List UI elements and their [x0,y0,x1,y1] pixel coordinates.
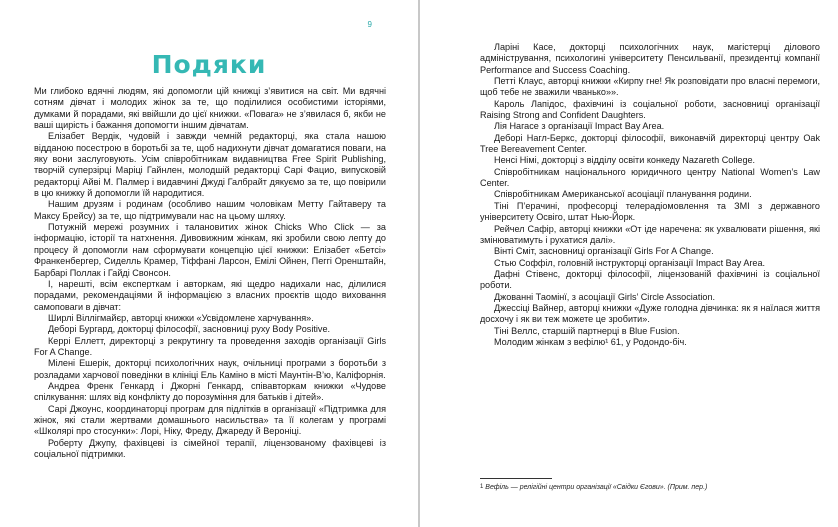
paragraph: Джованні Таомінї, з асоціації Girls’ Circle Association. [494,291,716,302]
paragraph: Вінті Сміт, засновниці організації Girls For A Change. [494,246,714,257]
page-title: Подяки [151,50,267,79]
footnote-text: Вефіль — релігійні центри організації «Свідки Єгови». (Прим. пер.) [485,484,708,491]
footnote-divider [480,478,552,479]
paragraph: Андреа Френк Генкард і Джорні Генкард, співавторкам книжки «Чудове спілкування: шлях від конфлікту до порозуміння для батьків і дітей». [34,380,386,403]
paragraph: Тіні Веллс, старшій партнерці в Blue Fusion. [494,325,680,336]
paragraph: Елізабет Вердік, чудовій і завжди чемній редакторці, яка стала нашою відданою посестрою в боротьбі за те, щоб надихнути дівчат домагатися поваги, на яку вони заслуговують. Усім співробітникам видавництва Free Spirit Publishing, творчій суперзірці Маріці Гайнлен, молодшій редакторці Сарі Фацио, випусковій редакторці Айві М. Палмер і видавчині Джуді Галбрайт дякуємо за те, що повірили в цю книжку й допомогли їй народитися. [34,131,386,199]
paragraph: Потужній мережі розумних і талановитих жінок Chicks Who Click — за інформацію, історії та натхнення. Дивовижним жінкам, які зробили свою лепту до процесу й допомогли нам сформувати концепцію цієї книжки: Елізабет «Бетсі» Франкенбергер, Сиделль Крамер, Тіффані Ларсон, Емілі Ойнен, Пеггі Оренштайн, Барбарі Поллак і Гайді Свонсон. [34,222,386,278]
paragraph: Мілені Ешерік, докторці психологічних наук, очільниці програми з боротьби з розладами харчової поведінки в клініці Ель Каміно в місті Маунтін-В’ю, Каліфорнія. [34,358,386,380]
paragraph: Роберту Джупу, фахівцеві із сімейної терапії, ліцензованому фахівцеві із соціальної підтримки. [34,437,386,459]
paragraph: Деборі Бургард, докторці філософії, засновниці руху Body Positive. [48,324,331,335]
paragraph: Джессіці Вайнер, авторці книжки «Дуже голодна дівчинка: як я наїлася життя досхочу і як ви теж можете це зробити». [480,302,820,325]
paragraph: Співробітникам національного юридичного центру National Women’s Law Center. [480,166,820,189]
left-page-body [34,86,386,460]
page-number: 9 [367,20,372,29]
footnote [480,483,820,492]
left-page [0,0,418,527]
paragraph: Лія Нагасе з організації Impact Bay Area. [494,121,665,132]
paragraph: Стью Соффіл, головній інструкторці організації Impact Bay Area. [494,257,766,268]
paragraph: Рейчел Сафір, авторці книжки «От іде наречена: як ухвалювати рішення, які змінюватимуть і рухатися далі». [480,223,820,245]
footnote-mark: 1 [480,484,484,490]
paragraph: Тіні П’ерачині, професорці телерадіомовлення та ЗМІ з державного університету Освіго, штат Нью-Йорк. [480,200,820,223]
paragraph: І, нарешті, всім експерткам і авторкам, які щедро надихали нас, ділилися порадами, рекомендаціями й інформацією з власних проєктів щодо виховання самоповаги в дівчат: [34,278,386,312]
paragraph: Деборі Нагл-Беркс, докторці філософії, виконавчій директорці центру Oak Tree Bereavement Center. [480,132,820,155]
paragraph: Ненсі Німі, докторці з відділу освіти конкеду Nazareth College. [494,155,756,166]
paragraph: Ширлі Віллігмайєр, авторці книжки «Усвідомлене харчування». [48,312,314,323]
paragraph: Дафні Стівенс, докторці філософії, ліцензованій фахівчині із соціальної роботи. [480,268,820,291]
paragraph: Кароль Лапідос, фахівчині із соціальної роботи, засновниці організації Raising Strong and Confident Daughters. [480,98,820,121]
paragraph: Молодим жінкам з вефілю¹ 61, у Родондо-біч. [494,336,687,347]
paragraph: Ми глибоко вдячні людям, які допомогли цій книжці з’явитися на світ. Ми вдячні сотням дівчат і молодих жінок за те, що поділилися особистими історіями, думками й порадами, які ввійшли до цієї книжки. «Повага» не з’явилася б, якби не ваші щирість і бажання допомогти іншим дівчатам. [34,86,386,131]
paragraph: Петті Клаус, авторці книжки «Кирпу гне! Як розповідати про власні перемоги, щоб тебе не зважили чванько»». [480,76,820,98]
right-page [420,0,838,527]
right-page-body [480,42,820,348]
paragraph: Керрі Еллетт, директорці з рекрутингу та проведення заходів організації Girls For A Change. [34,335,386,357]
paragraph: Співробітникам Американської асоціації планування родини. [494,189,752,200]
paragraph: Сарі Джоунс, координаторці програм для підлітків в організації «Підтримка для жінок, які стали жертвами домашнього насильства» та її колегам у програмі «Школярі про стосунки»: Лорі, Ніку, Фреду, Джареду й Вероніці. [34,403,386,437]
paragraph: Нашим друзям і родинам (особливо нашим чоловікам Метту Гайтаверу та Максу Брейсу) за те, що підтримували нас на цьому шляху. [34,199,386,221]
paragraph: Ларіні Касе, докторці психологічних наук, магістерці ділового адміністрування, психологині університету Пенсильванії, президентці компанії Performance and Success Coaching. [480,42,820,75]
